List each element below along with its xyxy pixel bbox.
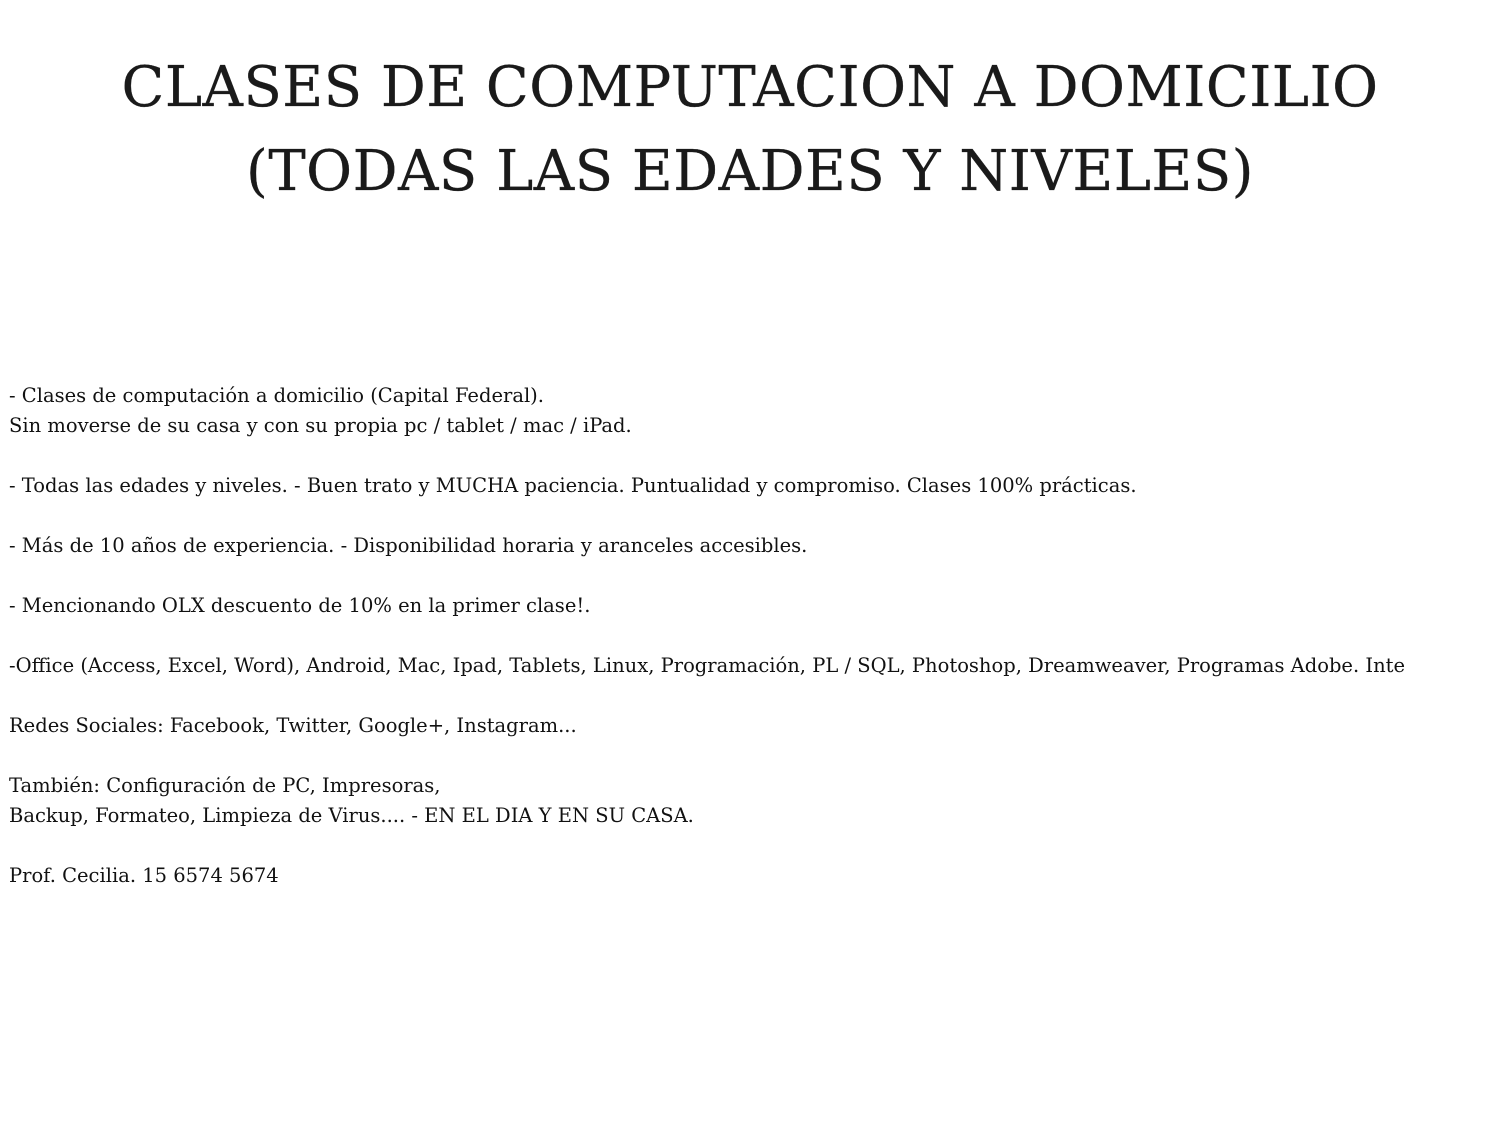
spacer bbox=[9, 741, 1500, 771]
ad-title-line-2: (TODAS LAS EDADES Y NIVELES) bbox=[245, 139, 1255, 204]
ad-line-social: Redes Sociales: Facebook, Twitter, Google+, Instagram... bbox=[9, 714, 577, 737]
spacer bbox=[9, 831, 1500, 861]
spacer bbox=[9, 681, 1500, 711]
spacer bbox=[9, 561, 1500, 591]
ad-title-line-1: CLASES DE COMPUTACION A DOMICILIO bbox=[121, 55, 1379, 120]
spacer bbox=[9, 621, 1500, 651]
ad-line-also: También: Configuración de PC, Impresoras, bbox=[9, 774, 441, 797]
ad-line-features: - Todas las edades y niveles. - Buen trato y MUCHA paciencia. Puntualidad y compromiso. Clases 100% prácticas. bbox=[9, 474, 1137, 497]
ad-line-devices: Sin moverse de su casa y con su propia pc / tablet / mac / iPad. bbox=[9, 414, 632, 437]
ad-line-services: Backup, Formateo, Limpieza de Virus.... - EN EL DIA Y EN SU CASA. bbox=[9, 804, 694, 827]
ad-title bbox=[0, 46, 1500, 214]
ad-line-software: -Office (Access, Excel, Word), Android, Mac, Ipad, Tablets, Linux, Programación, PL / SQL, Photoshop, Dreamweaver, Programas Adobe. Inte bbox=[9, 654, 1406, 677]
ad-line-experience: - Más de 10 años de experiencia. - Disponibilidad horaria y aranceles accesibles. bbox=[9, 534, 808, 557]
ad-line-discount: - Mencionando OLX descuento de 10% en la primer clase!. bbox=[9, 594, 591, 617]
ad-line-service-area: - Clases de computación a domicilio (Capital Federal). bbox=[9, 384, 544, 407]
ad-line-contact: Prof. Cecilia. 15 6574 5674 bbox=[9, 864, 279, 887]
spacer bbox=[9, 501, 1500, 531]
spacer bbox=[9, 441, 1500, 471]
ad-body bbox=[9, 381, 1500, 891]
